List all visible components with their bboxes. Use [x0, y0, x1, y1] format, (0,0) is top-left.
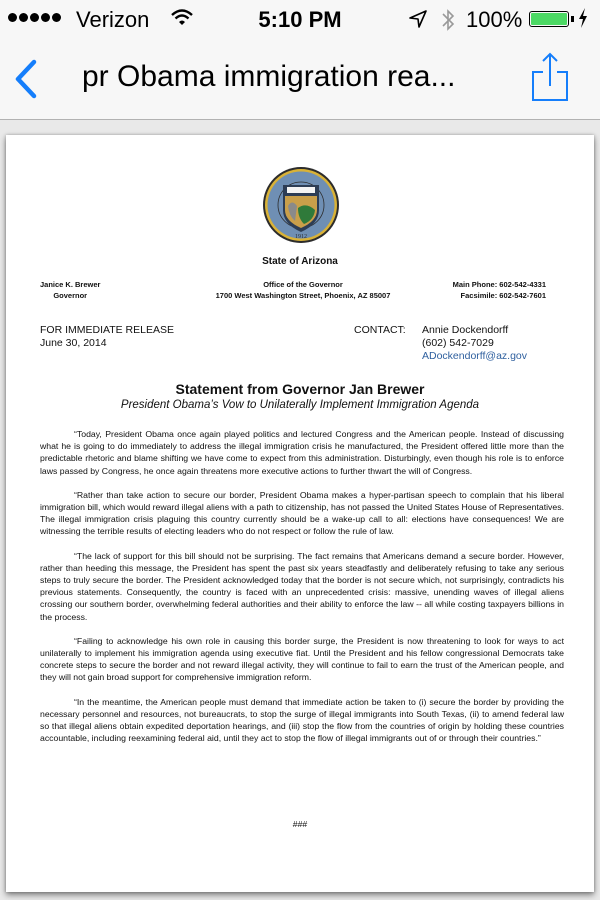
contact-email-link[interactable]: ADockendorff@az.gov [422, 350, 528, 362]
status-bar [0, 0, 600, 40]
chevron-left-icon [12, 58, 42, 100]
paragraph: “Today, President Obama once again played politics and lectured Congress and the American people. Instead of discussing what he is going to do immediately to address the illegal immigration crisis he manufactured, the President offered little more than the predictable rhetoric and blame shifting we have come to expect from this administration. Disturbingly, even though his role is to enforce laws passed by Congress, he once again threatens more executive actions to further thwart the will of Congress. [40, 429, 564, 476]
paragraph: “Failing to acknowledge his own role in causing this border surge, the President is now threatening to look for ways to act unilaterally to implement his immigration agenda using executive fiat. Until the President and his fellow congressional Democrats take concrete steps to secure the border and not reward illegal activity, they will continue to fail to earn the trust of the American people, and they will not gain broad support for comprehensive immigration reform. [40, 635, 564, 683]
governor-info [40, 279, 100, 301]
battery-percentage: 100% [466, 7, 523, 32]
share-button[interactable] [530, 50, 570, 106]
navigation-bar [0, 40, 600, 120]
charging-bolt-icon [577, 6, 589, 36]
facsimile: Facsimile: 602-542-7601 [460, 291, 546, 300]
office-info [198, 279, 408, 301]
end-mark: ### [292, 819, 308, 829]
contact-name: Annie Dockendorff [422, 324, 509, 336]
clock: 5:10 PM [258, 7, 342, 32]
battery-icon [529, 11, 569, 27]
governor-name: Janice K. Brewer [40, 280, 101, 289]
contact-phone: (602) 542-7029 [422, 337, 494, 349]
battery-level-fill [531, 13, 567, 25]
arizona-state-seal [262, 166, 340, 244]
release-info [40, 324, 174, 350]
statement-body [40, 428, 564, 756]
headline: Statement from Governor Jan Brewer [175, 381, 425, 397]
carrier-name: Verizon [76, 7, 150, 32]
main-phone: Main Phone: 602-542-4331 [452, 280, 546, 289]
paragraph: “Rather than take action to secure our border, President Obama makes a hyper-partisan speech to complain that his liberal immigration bill, which would reward illegal aliens with a path to citizenship, has not passed the United States House of Representatives. The illegal immigration crisis plaguing this country currently should be a wake-up call to all: elections have consequences! We are witnessing the terrible results of electing leaders who do not respect or follow the rule of law. [40, 489, 564, 537]
paragraph: “In the meantime, the American people must demand that immediate action be taken to (i) secure the border by providing the necessary personnel and resources, not bureaucrats, to stop the surge of illegal immigrants into South Texas, (ii) to amend federal law so that illegal aliens obtain expedited deportation hearings, and (iii) stop the flow from the countries of origin by holding these countries accountable, including reexamining federal aid, until they act to stop the flow of illegal immigrants out of or through their countries.” [40, 696, 564, 744]
phone-info [406, 279, 546, 301]
office-address: 1700 West Washington Street, Phoenix, AZ 85007 [215, 291, 391, 300]
governor-title: Governor [53, 291, 88, 300]
svg-text:1912: 1912 [295, 234, 307, 240]
battery-nub [571, 16, 574, 22]
document-title: pr Obama immigration rea... [82, 60, 456, 93]
release-date: June 30, 2014 [40, 337, 107, 349]
subheadline: President Obama’s Vow to Unilaterally Implement Immigration Agenda [120, 399, 480, 411]
contact-info [422, 324, 527, 363]
state-name: State of Arizona [262, 256, 338, 267]
release-label: FOR IMMEDIATE RELEASE [40, 324, 174, 336]
contact-label: CONTACT: [354, 324, 406, 336]
paragraph: “The lack of support for this bill should not be surprising. The fact remains that Americans demand a secure border. However, rather than heeding this message, the President has spent the past six years steadfastly and deliberately refusing to take any serious steps to truly secure the border. The President acknowledged today that the border is not secure which, not surprisingly, contradicts his previous statements. Consequently, the country is faced with an unprecedented crisis: massive, unending waves of illegal aliens crossing our southern border, overwhelming federal authorities and their ability to enforce the law -- all while costing taxpayers billions in the process. [40, 550, 564, 622]
share-icon [530, 50, 570, 106]
document-page[interactable] [6, 135, 594, 892]
back-button[interactable] [12, 58, 42, 100]
office-name: Office of the Governor [263, 280, 343, 289]
location-arrow-icon [408, 9, 428, 35]
bluetooth-icon [440, 7, 456, 39]
